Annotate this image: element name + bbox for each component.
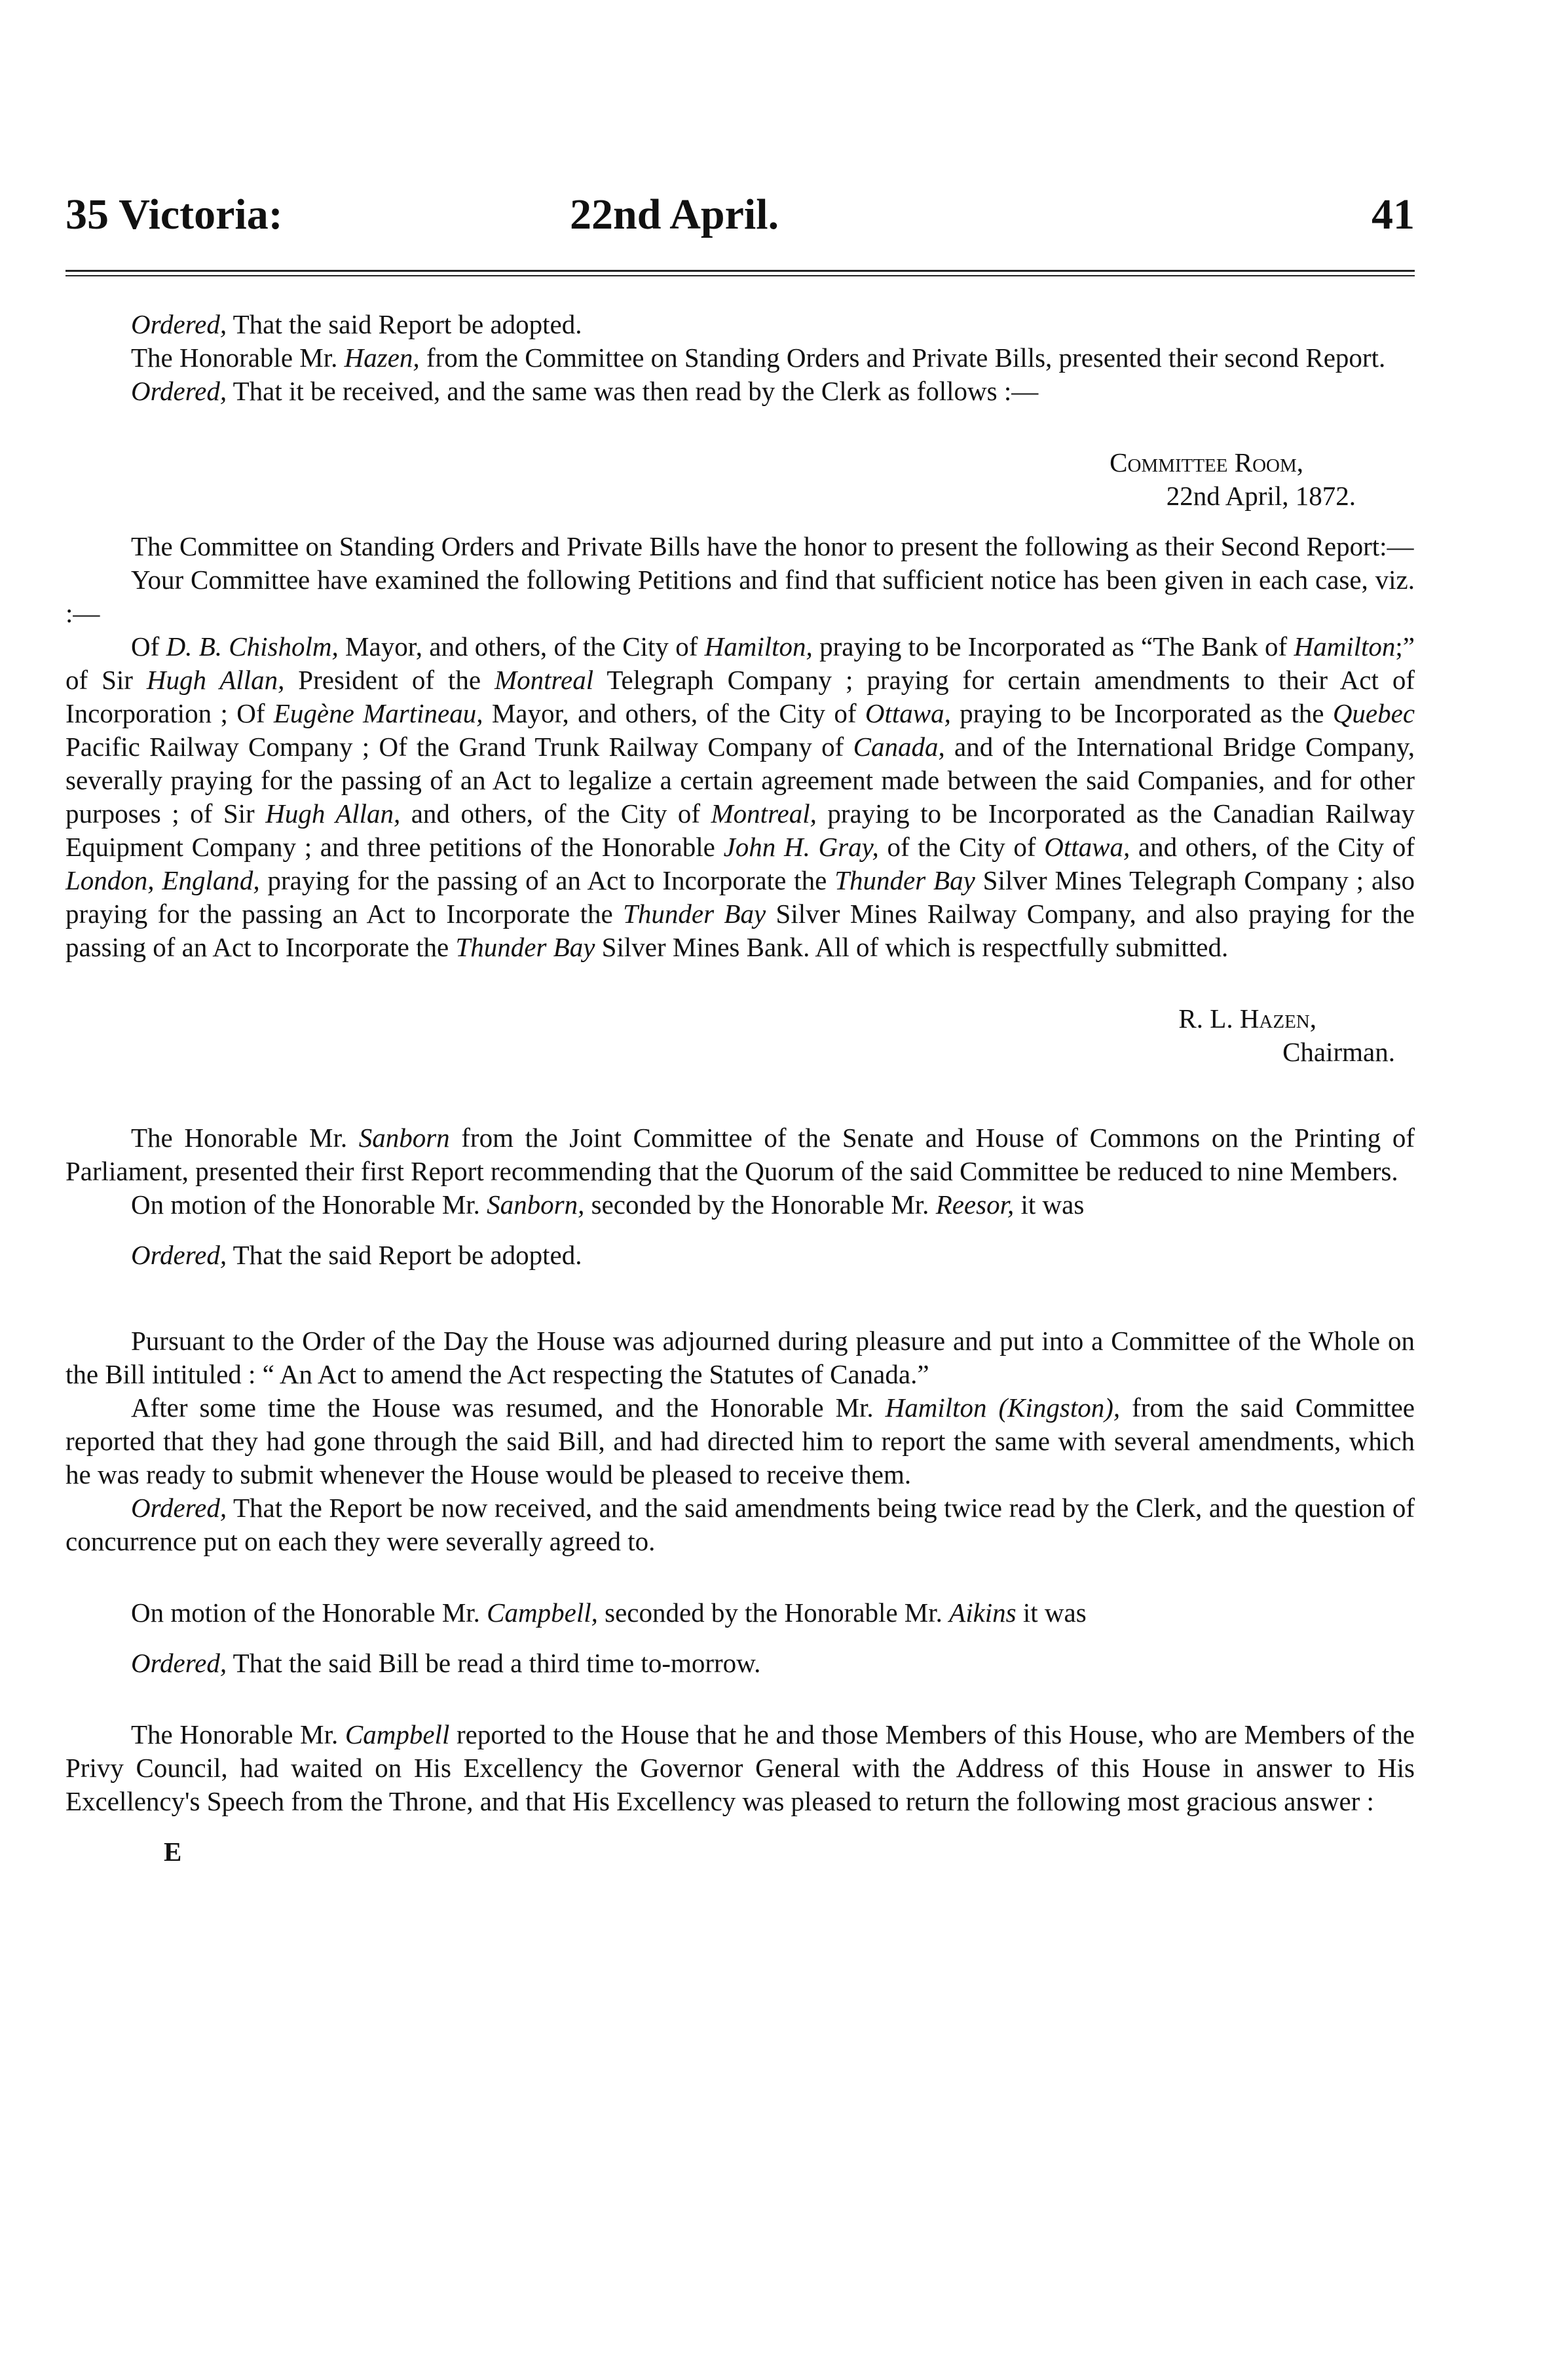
paragraph-ordered-1: Ordered, That the said Report be adopted.	[131, 309, 582, 339]
paragraph-petitions-examined: Your Committee have examined the following Petitions and find that sufficient notice has been given in each case, viz. :—	[65, 565, 1415, 628]
signature-mark: E	[164, 1837, 182, 1867]
committee-room: Committee Room,	[1110, 447, 1303, 477]
paragraph-house-resumed: After some time the House was resumed, and the Honorable Mr. Hamilton (Kingston), from the said Committee reported that they had gone through the said Bill, and had directed him to report the same with several amendments, which he was ready to submit whenever the House would be pleased to receive them.	[65, 1392, 1415, 1489]
header-session: 35 Victoria:	[65, 191, 283, 238]
paragraph-ordered-5: Ordered, That the said Bill be read a third time to-morrow.	[131, 1648, 761, 1678]
paragraph-ordered-2: Ordered, That it be received, and the same was then read by the Clerk as follows :—	[131, 376, 1039, 406]
signature-title: Chairman.	[1282, 1037, 1395, 1067]
committee-date: 22nd April, 1872.	[1166, 481, 1356, 511]
header-rule-bottom	[65, 275, 1415, 276]
paragraph-committee-intro: The Committee on Standing Orders and Private Bills have the honor to present the following as their Second Report:—	[131, 531, 1414, 561]
running-header	[65, 190, 1415, 249]
paragraph-hazen-report: The Honorable Mr. Hazen, from the Committee on Standing Orders and Private Bills, presented their second Report.	[131, 343, 1386, 373]
header-rule-top	[65, 270, 1415, 272]
paragraph-campbell-motion: On motion of the Honorable Mr. Campbell, seconded by the Honorable Mr. Aikins it was	[131, 1597, 1087, 1628]
paragraph-sanborn-motion: On motion of the Honorable Mr. Sanborn, seconded by the Honorable Mr. Reesor, it was	[131, 1189, 1085, 1220]
paragraph-sanborn-report: The Honorable Mr. Sanborn from the Joint Committee of the Senate and House of Commons on the Printing of Parliament, presented their first Report recommending that the Quorum of the said Committee be reduced to nine Members.	[65, 1123, 1415, 1186]
signature-name: R. L. Hazen,	[1178, 1003, 1316, 1034]
paragraph-petitions-list: Of D. B. Chisholm, Mayor, and others, of the City of Hamilton, praying to be Incorporated as “The Bank of Hamilton;” of Sir Hugh Allan, President of the Montreal Telegraph Company ; praying for certain amendments to their Act of Incorporation ; Of Eugène Martineau, Mayor, and others, of the City of Ottawa, praying to be Incorporated as the Quebec Pacific Railway Company ; Of the Grand Trunk Railway Company of Canada, and of the International Bridge Company, severally praying for the passing of an Act to legalize a certain agreement made between the said Companies, and for other purposes ; of Sir Hugh Allan, and others, of the City of Montreal, praying to be Incorporated as the Canadian Railway Equipment Company ; and three petitions of the Honorable John H. Gray, of the City of Ottawa, and others, of the City of London, England, praying for the passing of an Act to Incorporate the Thunder Bay Silver Mines Telegraph Company ; also praying for the passing an Act to Incorporate the Thunder Bay Silver Mines Railway Company, and also praying for the passing of an Act to Incorporate the Thunder Bay Silver Mines Bank. All of which is respectfully submitted.	[65, 631, 1415, 962]
paragraph-ordered-4: Ordered, That the Report be now received, and the said amendments being twice read by the Clerk, and the question of concurrence put on each they were severally agreed to.	[65, 1493, 1415, 1556]
journal-text	[65, 308, 1415, 1869]
header-date: 22nd April.	[570, 191, 779, 238]
page-number: 41	[1372, 191, 1415, 238]
paragraph-ordered-3: Ordered, That the said Report be adopted.	[131, 1240, 582, 1270]
paragraph-order-of-day: Pursuant to the Order of the Day the House was adjourned during pleasure and put into a Committee of the Whole on the Bill intituled : “ An Act to amend the Act respecting the Statutes of Canada.”	[65, 1326, 1415, 1389]
paragraph-campbell-address: The Honorable Mr. Campbell reported to the House that he and those Members of this House, who are Members of the Privy Council, had waited on His Excellency the Governor General with the Address of this House in answer to His Excellency's Speech from the Throne, and that His Excellency was pleased to return the following most gracious answer :	[65, 1719, 1415, 1816]
